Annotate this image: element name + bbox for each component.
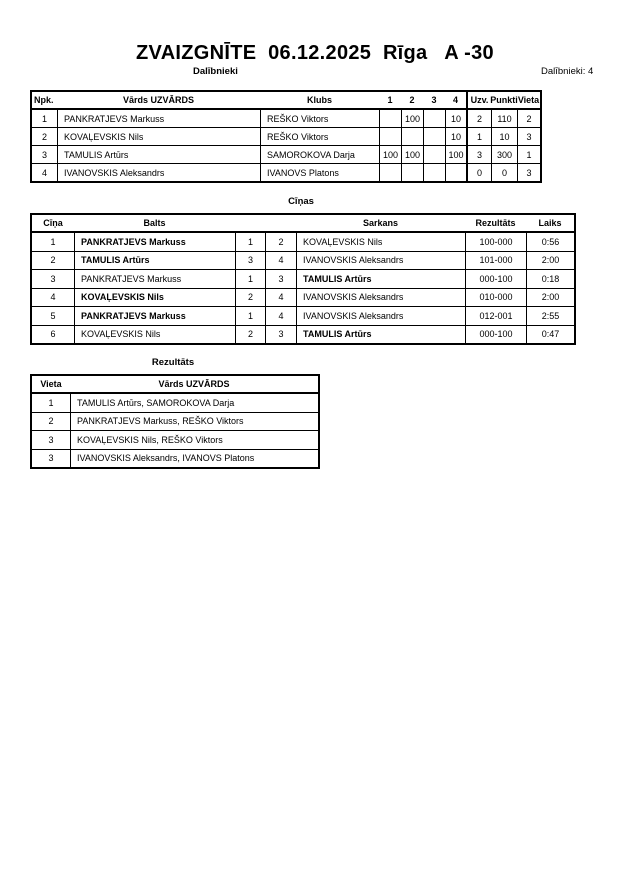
cell-vs1 bbox=[379, 110, 401, 127]
cell-sarkans-nr: 2 bbox=[265, 233, 296, 251]
results-table bbox=[30, 374, 320, 469]
cell-vs4: 100 bbox=[445, 146, 466, 163]
cell-uzv: 1 bbox=[466, 128, 491, 145]
cell-name: IVANOVSKIS Aleksandrs bbox=[57, 164, 260, 181]
cell-vs4 bbox=[445, 164, 466, 181]
cell-sarkans-name: TAMULIS Artūrs bbox=[296, 270, 465, 288]
header-cell-1: 1 bbox=[387, 95, 393, 105]
header-cell-vieta: Vieta bbox=[517, 95, 540, 105]
cell-npk: 1 bbox=[41, 113, 47, 124]
cell-rezultats: 000-100 bbox=[465, 326, 526, 344]
cell-vieta: 3 bbox=[48, 453, 54, 464]
cell-name: PANKRATJEVS Markuss, REŠKO Viktors bbox=[70, 413, 318, 431]
header-cell-bn bbox=[235, 215, 265, 231]
header-cell-3: 3 bbox=[431, 95, 437, 105]
fight-row bbox=[32, 325, 574, 344]
cell-balts-nr: 2 bbox=[235, 289, 265, 307]
cell-laiks: 0:56 bbox=[526, 233, 574, 251]
result-row bbox=[32, 430, 318, 449]
header-cell-vieta: Vieta bbox=[40, 379, 62, 389]
header-cell-name: Vārds UZVĀRDS bbox=[158, 379, 230, 389]
cell-name: IVANOVSKIS Aleksandrs, IVANOVS Platons bbox=[70, 450, 318, 468]
cell-rezultats: 012-001 bbox=[465, 307, 526, 325]
participant-row bbox=[32, 145, 540, 163]
cell-npk: 3 bbox=[41, 149, 47, 160]
cell-sarkans-name: TAMULIS Artūrs bbox=[296, 326, 465, 344]
cell-klubs: REŠKO Viktors bbox=[260, 110, 379, 127]
participant-row bbox=[32, 110, 540, 127]
cell-punkti: 10 bbox=[491, 128, 517, 145]
cell-fight-nr: 2 bbox=[50, 255, 56, 266]
cell-balts-nr: 1 bbox=[235, 270, 265, 288]
cell-sarkans-nr: 3 bbox=[265, 270, 296, 288]
cell-vs3 bbox=[423, 110, 445, 127]
cell-vs2 bbox=[401, 164, 423, 181]
cell-vieta: 3 bbox=[517, 164, 540, 181]
fight-row bbox=[32, 233, 574, 251]
cell-sarkans-nr: 3 bbox=[265, 326, 296, 344]
cell-npk: 4 bbox=[41, 167, 47, 178]
fight-row bbox=[32, 306, 574, 325]
cell-name: KOVAĻEVSKIS Nils, REŠKO Viktors bbox=[70, 431, 318, 449]
participant-row bbox=[32, 127, 540, 145]
section-heading-participants: Dalībnieki bbox=[193, 66, 238, 77]
section-heading-fights: Cīņas bbox=[288, 196, 314, 207]
header-cell-punkti: Punkti bbox=[490, 95, 518, 105]
cell-name: PANKRATJEVS Markuss bbox=[57, 110, 260, 127]
cell-vs2: 100 bbox=[401, 146, 423, 163]
header-cell-balts: Balts bbox=[143, 218, 166, 228]
cell-balts-name: KOVAĻEVSKIS Nils bbox=[74, 326, 235, 344]
cell-vieta: 1 bbox=[48, 397, 54, 408]
cell-vs4: 10 bbox=[445, 128, 466, 145]
cell-laiks: 0:47 bbox=[526, 326, 574, 344]
cell-uzv: 3 bbox=[466, 146, 491, 163]
header-cell-cina: Cīņa bbox=[43, 218, 63, 228]
header-cell-4: 4 bbox=[452, 95, 458, 105]
cell-uzv: 0 bbox=[466, 164, 491, 181]
cell-vieta: 3 bbox=[517, 128, 540, 145]
header-cell-name: Vārds UZVĀRDS bbox=[122, 95, 194, 105]
cell-sarkans-nr: 4 bbox=[265, 307, 296, 325]
header-cell-sn bbox=[265, 215, 296, 231]
cell-uzv: 2 bbox=[466, 110, 491, 127]
cell-vs1 bbox=[379, 164, 401, 181]
section-heading-results: Rezultāts bbox=[151, 357, 195, 368]
cell-balts-name: PANKRATJEVS Markuss bbox=[74, 233, 235, 251]
participants-count: Dalībnieki: 4 bbox=[541, 66, 594, 77]
fight-row bbox=[32, 269, 574, 288]
results-header-row bbox=[32, 376, 318, 394]
cell-vs3 bbox=[423, 128, 445, 145]
cell-laiks: 2:55 bbox=[526, 307, 574, 325]
cell-punkti: 0 bbox=[491, 164, 517, 181]
cell-balts-nr: 2 bbox=[235, 326, 265, 344]
cell-balts-nr: 1 bbox=[235, 233, 265, 251]
participant-row bbox=[32, 163, 540, 181]
cell-vieta: 1 bbox=[517, 146, 540, 163]
header-cell-sarkans: Sarkans bbox=[362, 218, 399, 228]
cell-balts-nr: 1 bbox=[235, 307, 265, 325]
cell-laiks: 0:18 bbox=[526, 270, 574, 288]
cell-name: KOVAĻEVSKIS Nils bbox=[57, 128, 260, 145]
cell-fight-nr: 3 bbox=[50, 273, 56, 284]
cell-vs1 bbox=[379, 128, 401, 145]
cell-klubs: IVANOVS Platons bbox=[260, 164, 379, 181]
participants-table bbox=[30, 90, 542, 183]
cell-vs2 bbox=[401, 128, 423, 145]
cell-sarkans-name: IVANOVSKIS Aleksandrs bbox=[296, 252, 465, 270]
header-cell-klubs: Klubs bbox=[306, 95, 332, 105]
cell-balts-nr: 3 bbox=[235, 252, 265, 270]
cell-vieta: 2 bbox=[48, 416, 54, 427]
cell-balts-name: PANKRATJEVS Markuss bbox=[74, 270, 235, 288]
header-cell-rezultats: Rezultāts bbox=[475, 218, 516, 228]
header-cell-laiks: Laiks bbox=[538, 218, 562, 228]
cell-npk: 2 bbox=[41, 131, 47, 142]
cell-sarkans-name: KOVAĻEVSKIS Nils bbox=[296, 233, 465, 251]
cell-sarkans-name: IVANOVSKIS Aleksandrs bbox=[296, 307, 465, 325]
header-cell-uzv: Uzv. bbox=[466, 92, 491, 108]
page-title: ZVAIZGNĪTE 06.12.2025 Rīga A -30 bbox=[136, 42, 494, 64]
cell-balts-name: KOVAĻEVSKIS Nils bbox=[74, 289, 235, 307]
cell-fight-nr: 1 bbox=[50, 236, 56, 247]
cell-vs3 bbox=[423, 164, 445, 181]
result-row bbox=[32, 449, 318, 468]
cell-vieta: 3 bbox=[48, 434, 54, 445]
cell-rezultats: 000-100 bbox=[465, 270, 526, 288]
cell-rezultats: 101-000 bbox=[465, 252, 526, 270]
cell-balts-name: PANKRATJEVS Markuss bbox=[74, 307, 235, 325]
cell-fight-nr: 6 bbox=[50, 329, 56, 340]
cell-laiks: 2:00 bbox=[526, 289, 574, 307]
cell-rezultats: 100-000 bbox=[465, 233, 526, 251]
participants-header-row bbox=[32, 92, 540, 110]
cell-balts-name: TAMULIS Artūrs bbox=[74, 252, 235, 270]
cell-klubs: REŠKO Viktors bbox=[260, 128, 379, 145]
fights-table bbox=[30, 213, 576, 345]
cell-punkti: 300 bbox=[491, 146, 517, 163]
cell-sarkans-name: IVANOVSKIS Aleksandrs bbox=[296, 289, 465, 307]
cell-vs2: 100 bbox=[401, 110, 423, 127]
result-row bbox=[32, 394, 318, 412]
cell-klubs: SAMOROKOVA Darja bbox=[260, 146, 379, 163]
result-row bbox=[32, 412, 318, 431]
fight-row bbox=[32, 251, 574, 270]
cell-vs4: 10 bbox=[445, 110, 466, 127]
cell-punkti: 110 bbox=[491, 110, 517, 127]
cell-vieta: 2 bbox=[517, 110, 540, 127]
cell-name: TAMULIS Artūrs bbox=[57, 146, 260, 163]
cell-fight-nr: 5 bbox=[50, 310, 56, 321]
fight-row bbox=[32, 288, 574, 307]
fights-header-row bbox=[32, 215, 574, 233]
header-cell-2: 2 bbox=[409, 95, 415, 105]
cell-laiks: 2:00 bbox=[526, 252, 574, 270]
cell-sarkans-nr: 4 bbox=[265, 252, 296, 270]
cell-fight-nr: 4 bbox=[50, 292, 56, 303]
cell-rezultats: 010-000 bbox=[465, 289, 526, 307]
cell-vs3 bbox=[423, 146, 445, 163]
cell-name: TAMULIS Artūrs, SAMOROKOVA Darja bbox=[70, 394, 318, 412]
cell-vs1: 100 bbox=[379, 146, 401, 163]
header-cell-npk: Npk. bbox=[34, 95, 54, 105]
cell-sarkans-nr: 4 bbox=[265, 289, 296, 307]
